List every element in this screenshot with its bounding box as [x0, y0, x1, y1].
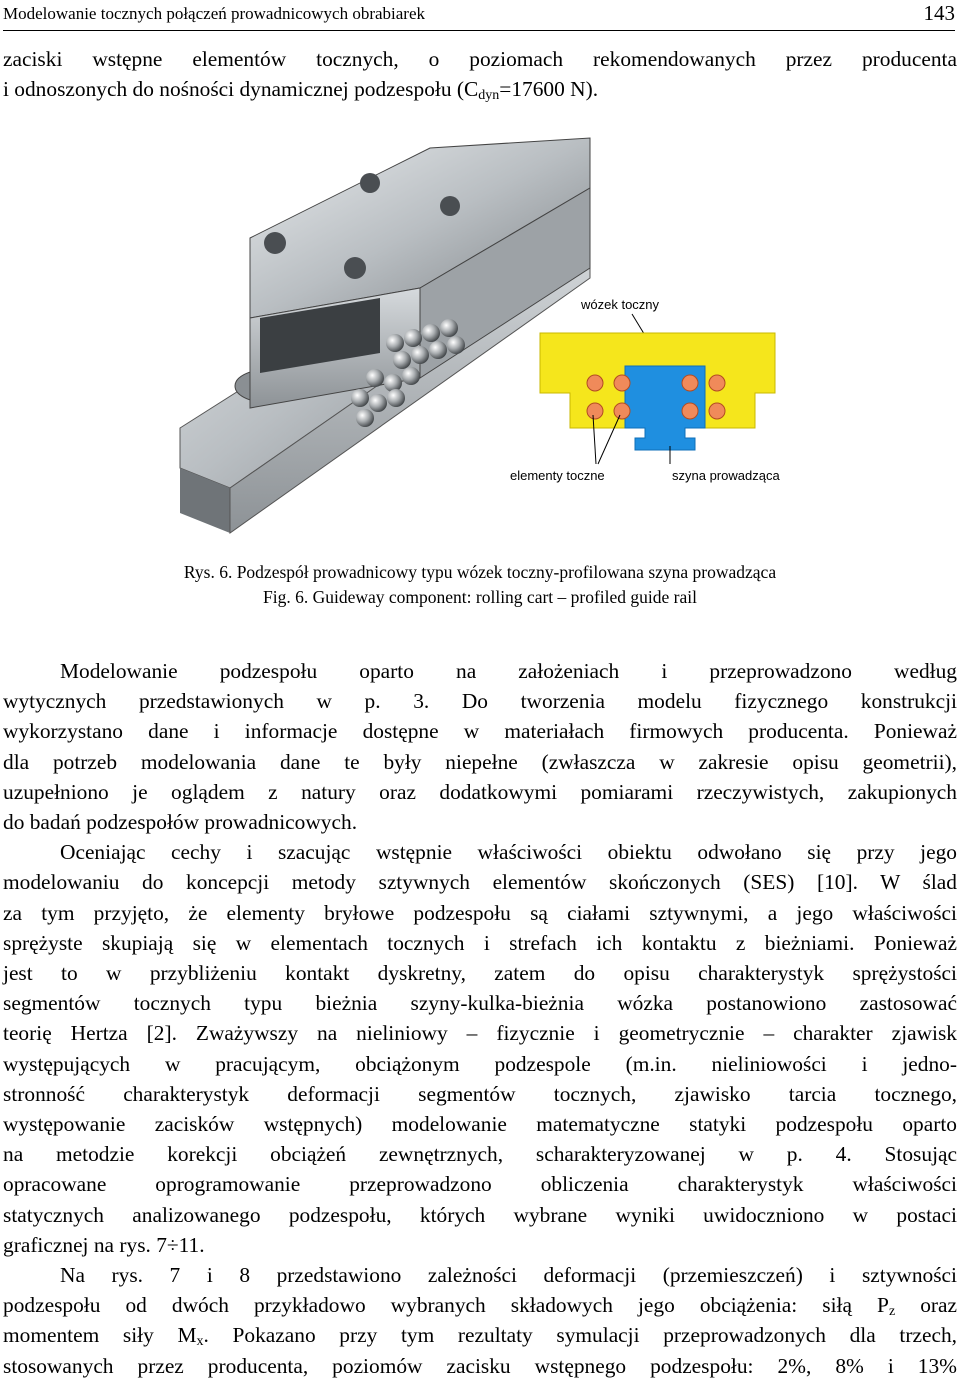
text-line: Modelowanie podzespołu oparto na założeniach i przeprowadzono według	[60, 659, 957, 683]
text-line: występujących w pracującym, obciążonym podzespole (m.in. nieliniowości i jedno-	[3, 1051, 957, 1076]
label-cart: wózek toczny	[581, 297, 660, 312]
text-line: podzespołu od dwóch przykładowo wybranych składowych jego obciążenia: siłą $P_z$ oraz	[3, 1293, 958, 1320]
text-line: modelowaniu do koncepcji metody sztywnych elementów skończonych (SES) [10]. W ślad	[3, 870, 957, 895]
text-line: segmentów tocznych typu bieżnia szyny-kulka-bieżnia wózka postanowiono zastosować	[3, 991, 957, 1016]
text-line: Oceniając cechy i szacując wstępnie właściwości obiektu odwołano się przy jego	[60, 840, 957, 865]
text-line: sprężyste skupiają się w elementach tocznych i strefach ich kontaktu z bieżniami. Ponieważ	[3, 930, 957, 955]
text-line: i odnoszonych do nośności dynamicznej podzespołu ($C_{dyn}=17600$ N).	[3, 77, 599, 104]
text-line: stronność charakterystyk deformacji segmentów tocznych, zjawisko tarcia tocznego,	[3, 1081, 957, 1106]
text-line: wykorzystano dane i informacje dostępne w materiałach firmowych producenta. Ponieważ	[3, 719, 957, 744]
text-line: opracowane oprogramowanie przeprowadzono obliczenia charakterystyk właściwości	[3, 1172, 957, 1197]
text-line: statycznych analizowanego podzespołu, których wybrane wyniki uwidoczniono w postaci	[3, 1202, 957, 1227]
text-line: na metodzie korekcji obciążeń zewnętrznych, scharakteryzowanej w p. 4. Stosując	[3, 1142, 957, 1167]
header-title: Modelowanie tocznych połączeń prowadnicowych obrabiarek	[3, 4, 425, 23]
text-line: uzupełniono je oglądem z natury oraz dodatkowymi pomiarami rzeczywistych, zakupionych	[3, 779, 957, 804]
guideway-illustration	[170, 128, 800, 538]
text-line: stosowanych przez producenta, poziomów zacisku wstępnego podzespołu: 2%, 8% i 13%	[3, 1353, 957, 1378]
page-number: 143	[923, 1, 955, 25]
cart-3d	[250, 138, 590, 408]
figure-guideway	[170, 128, 800, 538]
body-text	[3, 656, 957, 1381]
figure-caption-pl: Rys. 6. Podzespół prowadnicowy typu wózek toczny-profilowana szyna prowadząca	[183, 562, 777, 582]
running-header	[3, 0, 955, 31]
text-line: jest to w przybliżeniu kontakt dyskretny, zatem do opisu charakterystyk sprężystości	[3, 961, 957, 986]
text-line: momentem siły $M_x$. Pokazano przy tym rezultaty symulacji przeprowadzonych dla trzech,	[3, 1323, 957, 1350]
text-line: do badań podzespołów prowadnicowych.	[3, 810, 358, 835]
cross-section-diagram	[510, 297, 780, 483]
text-line: graficznej na rys. 7÷11.	[3, 1232, 205, 1257]
text-line: teorię Hertza [2]. Zważywszy na nieliniowy – fizycznie i geometrycznie – charakter zjawisk	[3, 1021, 957, 1046]
intro-paragraph	[3, 44, 957, 104]
text-line: Na rys. 7 i 8 przedstawiono zależności deformacji (przemieszczeń) i sztywności	[60, 1263, 957, 1288]
label-rail: szyna prowadząca	[672, 468, 780, 483]
label-rolling-elements: elementy toczne	[510, 468, 605, 483]
figure-caption-en: Fig. 6. Guideway component: rolling cart – profiled guide rail	[263, 587, 697, 607]
text-line: zaciski wstępne elementów tocznych, o poziomach rekomendowanych przez producenta	[3, 47, 957, 71]
text-line: wytycznych przedstawionych w p. 3. Do tworzenia modelu fizycznego konstrukcji	[3, 689, 957, 714]
text-line: za tym przyjęto, że elementy bryłowe podzespołu są ciałami sztywnymi, a jego właściwości	[3, 900, 957, 925]
text-line: występowanie zacisków wstępnych) modelowanie matematyczne statyki podzespołu oparto	[3, 1112, 957, 1137]
text-line: dla potrzeb modelowania dane te były niepełne (zwłaszcza w zakresie opisu geometrii),	[3, 749, 957, 774]
